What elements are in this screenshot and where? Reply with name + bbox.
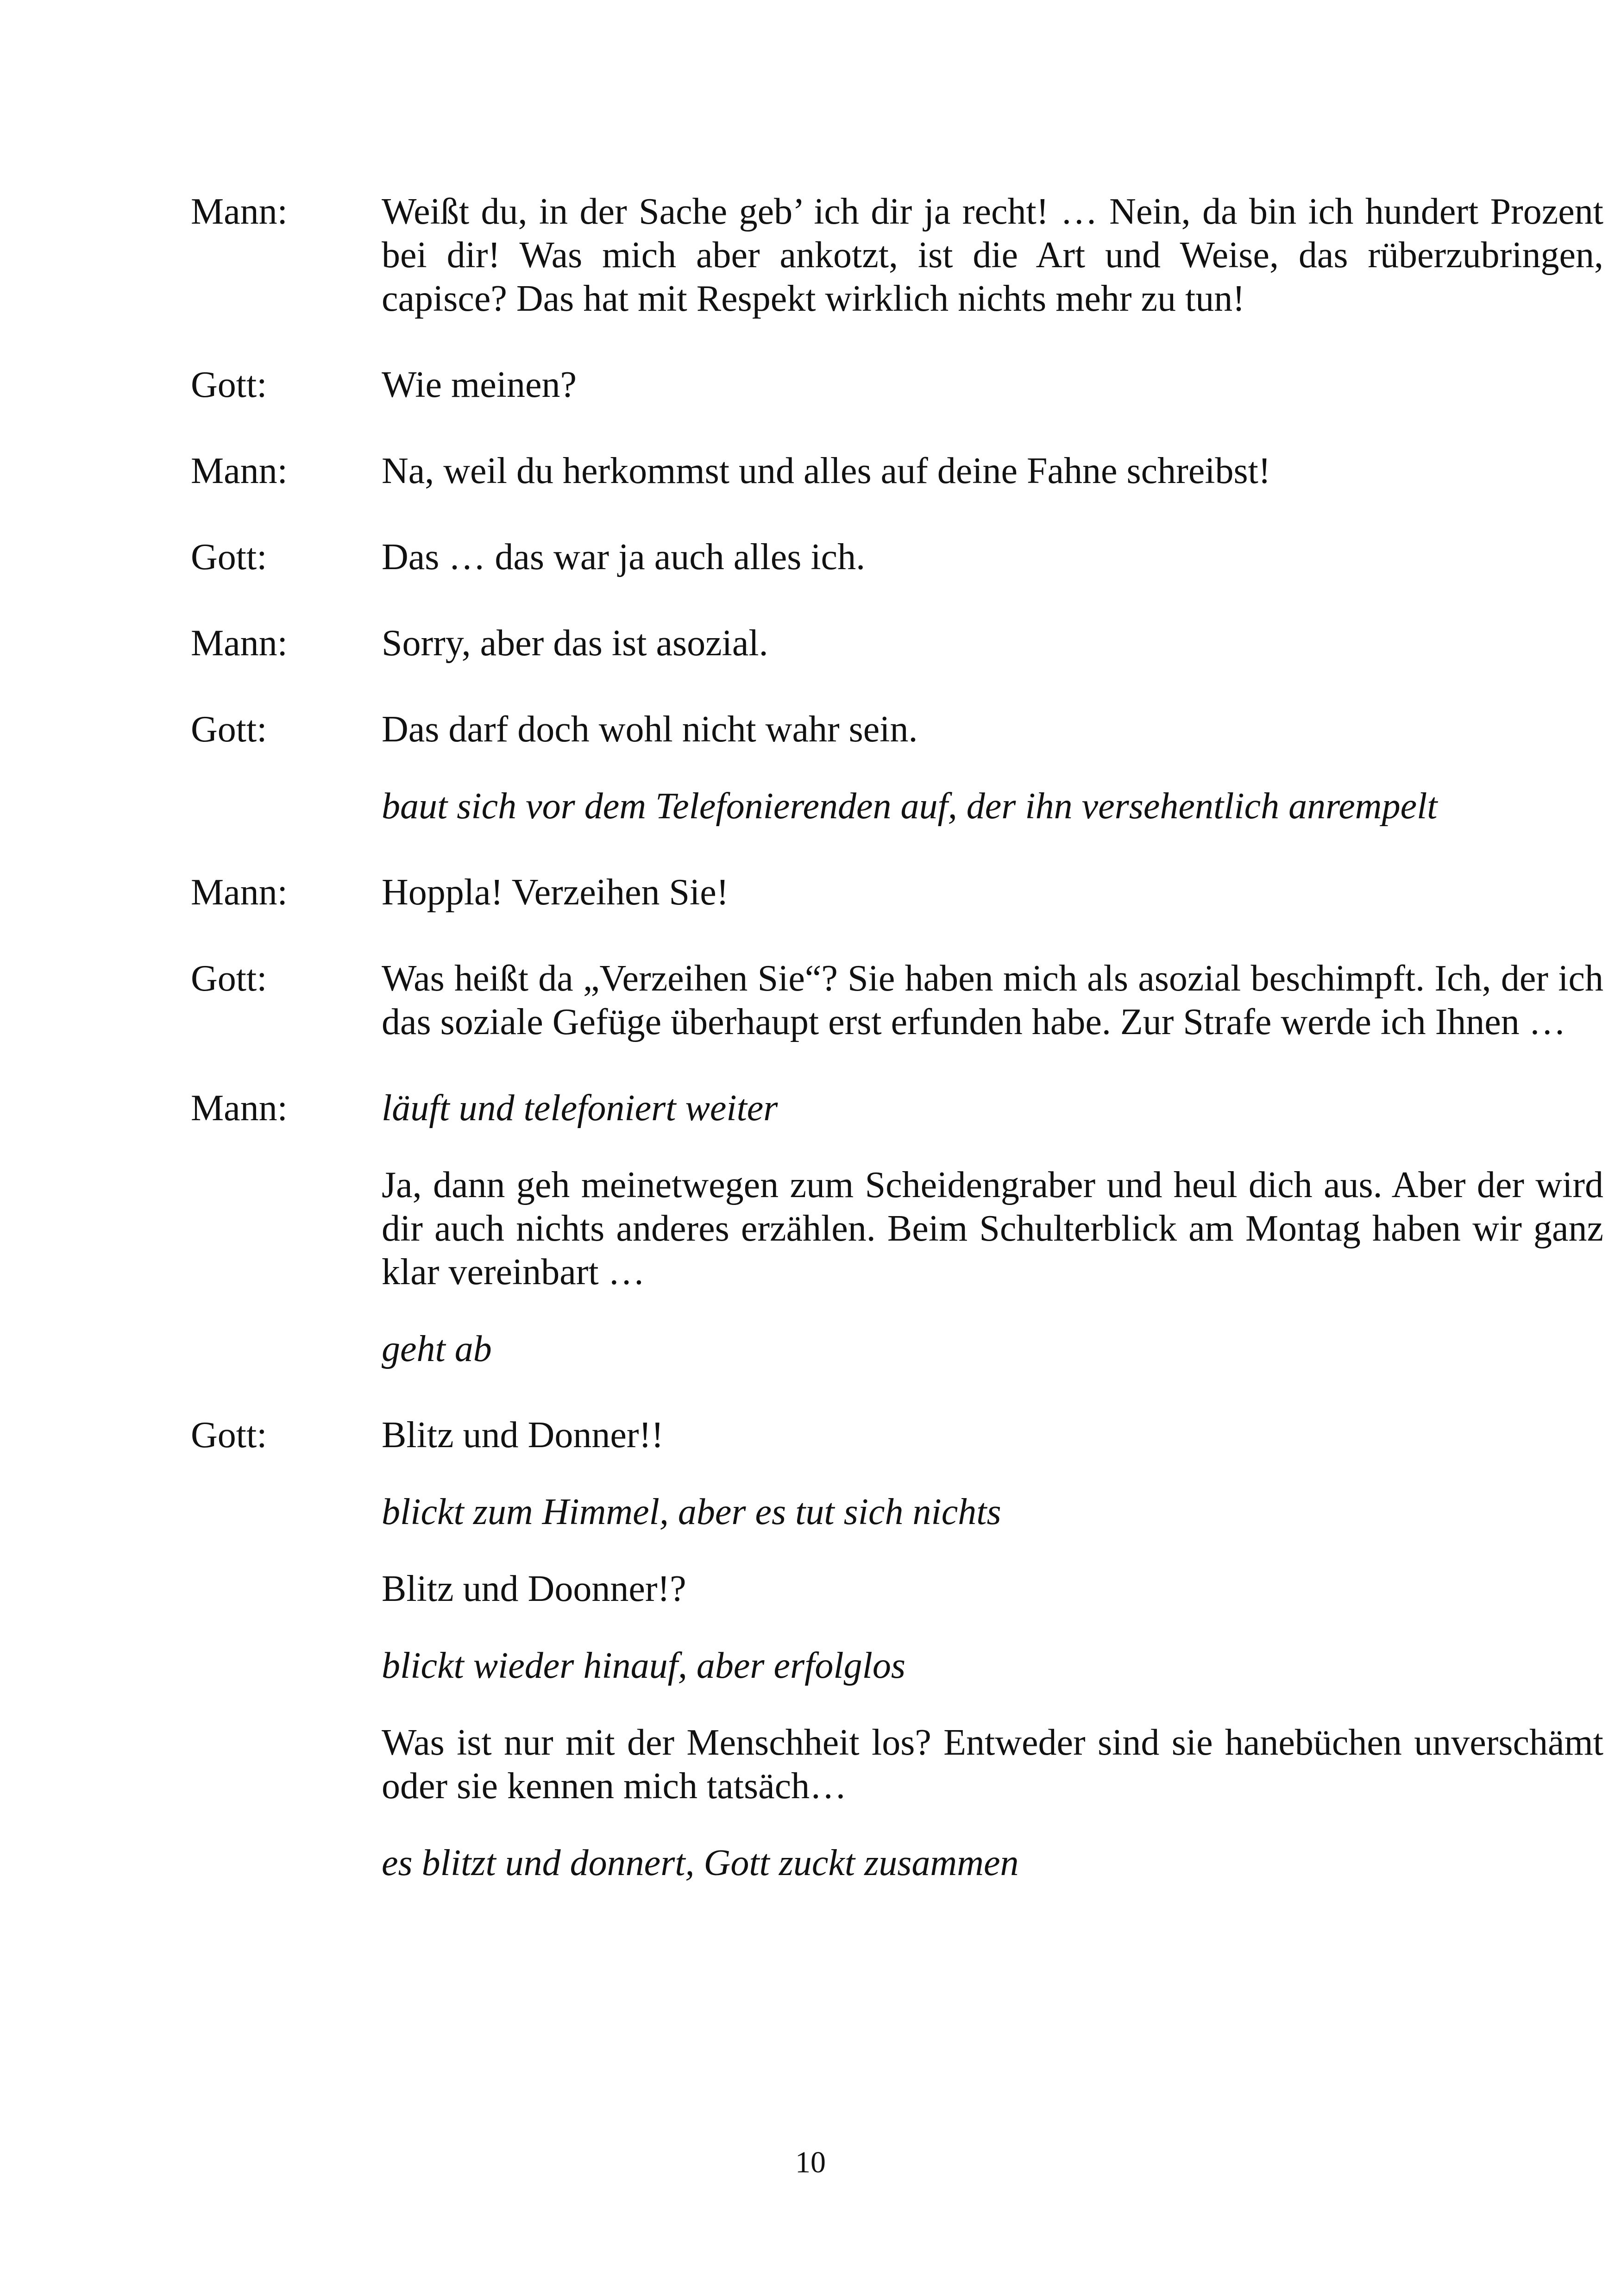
speaker-name: Gott: — [191, 709, 267, 750]
dialogue-entry — [191, 190, 1603, 320]
entry-body — [382, 621, 1603, 665]
speaker-name: Mann: — [191, 872, 288, 913]
speaker-name: Gott: — [191, 958, 267, 999]
dialogue-entry — [191, 1413, 1603, 1885]
entry-body — [382, 871, 1603, 914]
speaker-name: Mann: — [191, 191, 288, 232]
dialogue-line: Sorry, aber das ist asozial. — [382, 623, 768, 664]
entry-body — [382, 535, 1603, 579]
speaker-name: Gott: — [191, 364, 267, 405]
dialogue-line: Blitz und Donner!! — [382, 1415, 664, 1455]
stage-direction: blickt zum Himmel, aber es tut sich nichts — [382, 1492, 1001, 1532]
entry-body — [382, 1413, 1603, 1885]
dialogue-line: Was heißt da „Verzeihen Sie“? Sie haben mich als asozial beschimpft. Ich, der ich das soziale Gefüge überhaupt erst erfunden habe. Zur Strafe werde ich Ihnen … — [382, 958, 1603, 1042]
dialogue-entry — [191, 363, 1413, 407]
dialogue-line: Weißt du, in der Sache geb’ ich dir ja recht! … Nein, da bin ich hundert Prozent bei dir! Was mich aber ankotzt, ist die Art und Weise, das rüberzubringen, capisce? Das hat mit Respekt wirklich nichts mehr zu tun! — [382, 191, 1603, 319]
entry-body — [382, 190, 1603, 320]
dialogue-line: Na, weil du herkommst und alles auf deine Fahne schreibst! — [382, 451, 1271, 491]
dialogue-entry — [191, 535, 1413, 579]
dialogue-entry — [191, 1086, 1603, 1371]
speaker-name: Mann: — [191, 623, 288, 664]
speaker-name: Gott: — [191, 537, 267, 577]
dialogue-entry — [191, 449, 1413, 493]
speaker-name: Mann: — [191, 1088, 288, 1129]
dialogue-entry — [191, 708, 1438, 828]
dialogue-line: Was ist nur mit der Menschheit los? Entweder sind sie hanebüchen unverschämt oder sie kennen mich tatsäch… — [382, 1722, 1603, 1807]
dialogue-line: Ja, dann geh meinetwegen zum Scheidengraber und heul dich aus. Aber der wird dir auch nichts anderes erzählen. Beim Schulterblick am Montag haben wir ganz klar vereinbart … — [382, 1165, 1603, 1292]
entry-body — [382, 957, 1603, 1044]
stage-direction: blickt wieder hinauf, aber erfolglos — [382, 1645, 905, 1686]
entry-body — [382, 363, 1603, 407]
dialogue-entry — [191, 871, 1413, 914]
stage-direction: läuft und telefoniert weiter — [382, 1088, 778, 1129]
dialogue-line: Blitz und Doonner!? — [382, 1568, 686, 1609]
dialogue-line: Wie meinen? — [382, 364, 577, 405]
page-number: 10 — [795, 2145, 826, 2179]
entry-body — [382, 449, 1603, 493]
stage-direction: geht ab — [382, 1329, 492, 1369]
dialogue-entry — [191, 957, 1603, 1044]
dialogue-line: Das … das war ja auch alles ich. — [382, 537, 866, 577]
stage-direction: es blitzt und donnert, Gott zuckt zusammen — [382, 1843, 1019, 1883]
dialogue-entry — [191, 621, 1413, 665]
speaker-name: Gott: — [191, 1415, 267, 1455]
entry-body — [382, 708, 1603, 828]
dialogue-line: Das darf doch wohl nicht wahr sein. — [382, 709, 918, 750]
dialogue-line: Hoppla! Verzeihen Sie! — [382, 872, 729, 913]
script-entries — [191, 190, 1603, 1927]
speaker-name: Mann: — [191, 451, 288, 491]
stage-direction: baut sich vor dem Telefonierenden auf, der ihn versehentlich anrempelt — [382, 786, 1438, 827]
entry-body — [382, 1086, 1603, 1371]
